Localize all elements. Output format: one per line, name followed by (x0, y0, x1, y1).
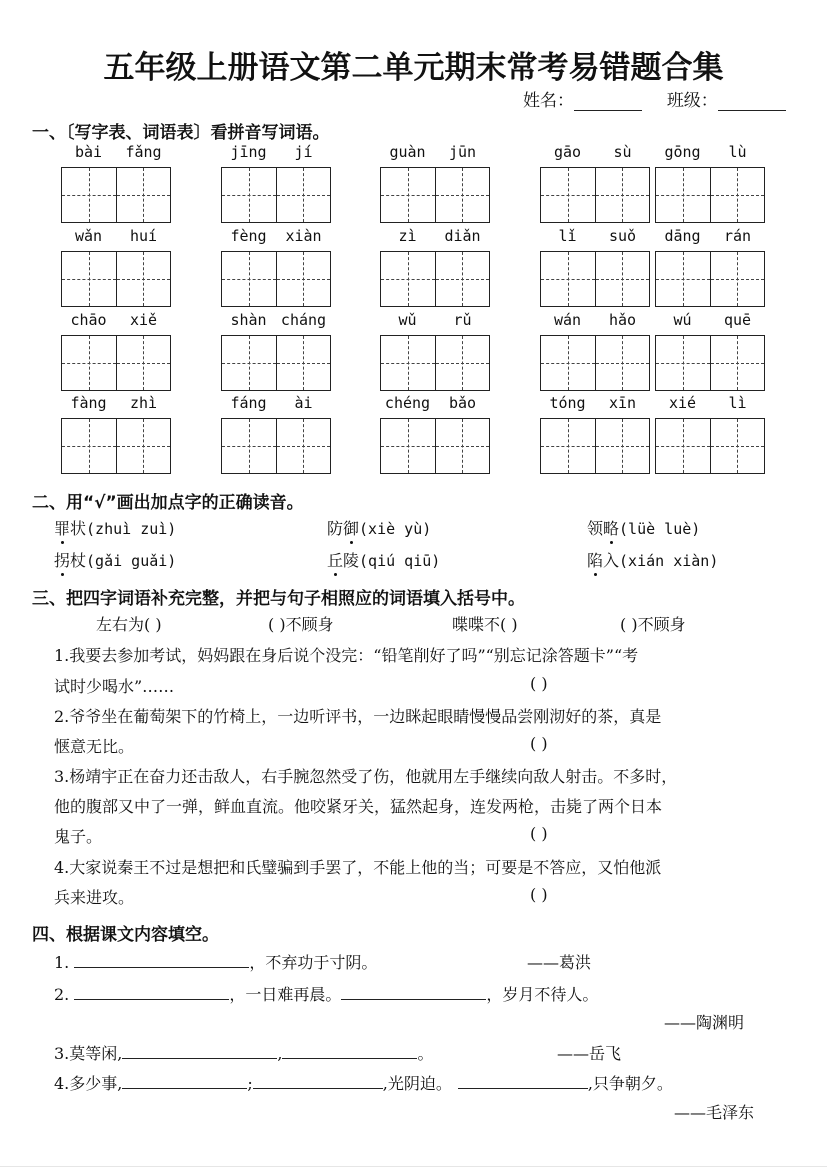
fill-q1 (54, 950, 377, 973)
q2-author: ——陶渊明 (664, 1013, 745, 1032)
q1-author: ——葛洪 (527, 953, 592, 972)
pinyin-label: dāng (664, 227, 701, 245)
pinyin-label: quē (723, 311, 752, 329)
pinyin-label: bài (74, 143, 103, 161)
writing-grid[interactable] (61, 251, 171, 307)
writing-grid[interactable] (380, 167, 490, 223)
pinyin-label: cháng (280, 311, 327, 329)
section4-heading: 四、根据课文内容填空。 (32, 925, 219, 945)
writing-cell[interactable] (710, 419, 765, 473)
pinyin-label: diǎn (444, 227, 481, 245)
pinyin-label: shàn (230, 311, 267, 329)
pinyin-label: xié (668, 394, 697, 412)
q2-text-b: ，岁月不待人。 (486, 985, 599, 1004)
word-char-2: 状 (70, 519, 87, 538)
idiom-2: ( )不顾身 (268, 615, 334, 634)
writing-grid[interactable] (655, 167, 765, 223)
writing-cell[interactable] (222, 419, 276, 473)
writing-cell[interactable] (541, 252, 595, 306)
q4-blank-3[interactable] (458, 1074, 588, 1089)
pinyin-label: jí (294, 143, 313, 161)
writing-cell[interactable] (595, 168, 650, 222)
fill-q4 (54, 1071, 673, 1094)
pinyin-label: huí (129, 227, 158, 245)
pinyin-label: suǒ (608, 227, 637, 245)
pinyin-label: zì (398, 227, 417, 245)
sentence-2-answer[interactable]: ( ) (530, 734, 548, 753)
q2-blank-2[interactable] (341, 985, 486, 1000)
writing-grid[interactable] (221, 251, 331, 307)
q2-number: 2. (54, 985, 70, 1004)
writing-cell[interactable] (116, 168, 171, 222)
writing-grid[interactable] (221, 167, 331, 223)
pronunciation-item (327, 548, 440, 571)
writing-cell[interactable] (541, 419, 595, 473)
sentence-1-answer[interactable]: ( ) (530, 674, 548, 693)
class-blank[interactable] (718, 94, 786, 111)
writing-cell[interactable] (276, 336, 331, 390)
section3-heading: 三、把四字词语补充完整，并把与句子相照应的词语填入括号中。 (32, 589, 525, 609)
q3-comma: , (277, 1044, 283, 1063)
pinyin-label: rán (723, 227, 752, 245)
pinyin-label: xiàn (285, 227, 322, 245)
pinyin-label: fàng (70, 394, 107, 412)
sentence-3-line2: 他的腹部又中了一弹，鲜血直流。他咬紧牙关，猛然起身，连发两枪，击毙了两个日本 (54, 797, 663, 816)
pinyin-label: wǎn (74, 227, 103, 245)
writing-cell[interactable] (595, 336, 650, 390)
writing-grid[interactable] (380, 335, 490, 391)
writing-cell[interactable] (116, 252, 171, 306)
name-field-group (523, 86, 786, 111)
sentence-2-line1: 2.爷爷坐在葡萄架下的竹椅上，一边听评书，一边眯起眼睛慢慢品尝刚沏好的茶，真是 (54, 707, 662, 726)
pinyin-label: bǎo (448, 394, 477, 412)
pinyin-label: tóng (549, 394, 586, 412)
pronunciation-item (327, 516, 431, 539)
writing-cell[interactable] (435, 252, 490, 306)
writing-grid[interactable] (540, 335, 650, 391)
writing-cell[interactable] (381, 419, 435, 473)
pinyin-label: gāo (553, 143, 582, 161)
word-char-2: 御 (343, 519, 360, 538)
writing-grid[interactable] (380, 251, 490, 307)
writing-grid[interactable] (540, 251, 650, 307)
writing-cell[interactable] (116, 419, 171, 473)
pinyin-label: fèng (230, 227, 267, 245)
q4-semicolon: ; (247, 1074, 253, 1093)
writing-grid[interactable] (221, 418, 331, 474)
class-label: 班级： (666, 91, 718, 111)
writing-cell[interactable] (435, 168, 490, 222)
pinyin-label: fǎng (125, 143, 162, 161)
pinyin-label: xīn (608, 394, 637, 412)
pinyin-options[interactable]: (xiè yù) (359, 520, 432, 538)
q3-blank-2[interactable] (282, 1044, 417, 1059)
q1-text: ，不弃功于寸阴。 (249, 953, 378, 972)
pinyin-options[interactable]: (qiú qiū) (359, 552, 441, 570)
section1-heading: 一、〔写字表、词语表〕看拼音写词语。 (32, 123, 330, 143)
q1-number: 1. (54, 953, 70, 972)
writing-cell[interactable] (656, 419, 710, 473)
writing-grid[interactable] (221, 335, 331, 391)
writing-grid[interactable] (61, 335, 171, 391)
q1-blank[interactable] (74, 953, 249, 968)
pinyin-options[interactable]: (zhuì zuì) (86, 520, 177, 538)
pinyin-label: rǔ (453, 311, 472, 329)
word-char-2: 略 (603, 519, 620, 538)
pinyin-label: fáng (230, 394, 267, 412)
pinyin-options[interactable]: (lüè luè) (619, 520, 701, 538)
q4-mid: ,光阴迫。 (382, 1074, 452, 1093)
pinyin-label: lǐ (558, 227, 577, 245)
writing-cell[interactable] (62, 252, 116, 306)
pinyin-label: lù (728, 143, 747, 161)
q4-end: ,只争朝夕。 (587, 1074, 673, 1093)
writing-cell[interactable] (116, 336, 171, 390)
writing-grid[interactable] (540, 418, 650, 474)
writing-cell[interactable] (541, 336, 595, 390)
fill-q2 (54, 982, 598, 1005)
sentence-1-line2: 试时少喝水”…… (54, 677, 175, 696)
writing-cell[interactable] (656, 252, 710, 306)
pinyin-label: hǎo (608, 311, 637, 329)
word-char-1: 丘 (327, 551, 344, 570)
pinyin-label: xiě (129, 311, 158, 329)
writing-cell[interactable] (435, 336, 490, 390)
page-bottom-rule (0, 1166, 827, 1167)
idiom-4: ( )不顾身 (620, 615, 686, 634)
sentence-3-line3: 鬼子。 (54, 827, 103, 846)
pronunciation-item (54, 516, 176, 539)
pinyin-label: wú (673, 311, 692, 329)
writing-cell[interactable] (595, 419, 650, 473)
word-char-1: 罪 (54, 519, 71, 538)
pinyin-label: jūn (448, 143, 477, 161)
sentence-4-answer[interactable]: ( ) (530, 885, 548, 904)
word-char-2: 入 (603, 551, 620, 570)
writing-cell[interactable] (710, 252, 765, 306)
writing-grid[interactable] (655, 251, 765, 307)
writing-cell[interactable] (656, 336, 710, 390)
q2-blank-1[interactable] (74, 985, 229, 1000)
sentence-1-line1: 1.我要去参加考试，妈妈跟在身后说个没完：“铅笔削好了吗”“别忘记涂答题卡”“考 (54, 646, 639, 665)
q2-text-a: ，一日难再晨。 (229, 985, 342, 1004)
pinyin-label: guàn (389, 143, 426, 161)
word-char-2: 陵 (343, 551, 360, 570)
pinyin-label: lì (728, 394, 747, 412)
pinyin-label: ài (294, 394, 313, 412)
q3-author: ——岳飞 (557, 1044, 622, 1063)
pronunciation-item (587, 516, 700, 539)
writing-cell[interactable] (276, 252, 331, 306)
pinyin-label: chāo (70, 311, 107, 329)
writing-cell[interactable] (541, 168, 595, 222)
pinyin-label: jīng (230, 143, 267, 161)
writing-cell[interactable] (595, 252, 650, 306)
writing-cell[interactable] (62, 168, 116, 222)
fill-q3 (54, 1041, 433, 1064)
writing-cell[interactable] (222, 336, 276, 390)
sentence-3-line1: 3.杨靖宇正在奋力还击敌人，右手腕忽然受了伤，他就用左手继续向敌人射击。不多时， (54, 767, 678, 786)
pinyin-label: zhì (129, 394, 158, 412)
writing-grid[interactable] (540, 167, 650, 223)
writing-cell[interactable] (381, 252, 435, 306)
q4-blank-2[interactable] (253, 1074, 383, 1089)
q4-author: ——毛泽东 (674, 1103, 755, 1122)
writing-grid[interactable] (61, 418, 171, 474)
name-label: 姓名： (523, 91, 574, 111)
writing-cell[interactable] (381, 168, 435, 222)
word-char-1: 领 (587, 519, 604, 538)
word-char-1: 防 (327, 519, 344, 538)
writing-grid[interactable] (655, 335, 765, 391)
writing-cell[interactable] (62, 336, 116, 390)
writing-cell[interactable] (276, 419, 331, 473)
writing-cell[interactable] (656, 168, 710, 222)
word-char-1: 拐 (54, 551, 71, 570)
page-title: 五年级上册语文第二单元期末常考易错题合集 (103, 50, 724, 86)
word-char-1: 陷 (587, 551, 604, 570)
idiom-3: 喋喋不( ) (452, 615, 518, 634)
pinyin-label: chéng (384, 394, 431, 412)
writing-grid[interactable] (61, 167, 171, 223)
writing-grid[interactable] (380, 418, 490, 474)
writing-grid[interactable] (655, 418, 765, 474)
name-blank[interactable] (574, 94, 642, 111)
writing-cell[interactable] (62, 419, 116, 473)
writing-cell[interactable] (222, 168, 276, 222)
writing-cell[interactable] (710, 168, 765, 222)
q3-end: 。 (417, 1044, 434, 1063)
pinyin-label: sù (613, 143, 632, 161)
word-char-2: 杖 (70, 551, 87, 570)
pronunciation-item (54, 548, 176, 571)
pinyin-options[interactable]: (gǎi guǎi) (86, 552, 177, 570)
writing-cell[interactable] (435, 419, 490, 473)
writing-cell[interactable] (222, 252, 276, 306)
writing-cell[interactable] (276, 168, 331, 222)
pronunciation-item (587, 548, 718, 571)
sentence-4-line1: 4.大家说秦王不过是想把和氏璧骗到手罢了，不能上他的当；可要是不答应，又怕他派 (54, 858, 662, 877)
pinyin-label: wǔ (398, 311, 417, 329)
sentence-4-line2: 兵来进攻。 (54, 888, 135, 907)
idiom-1: 左右为( ) (96, 615, 162, 634)
section2-heading: 二、用“√”画出加点字的正确读音。 (32, 493, 304, 513)
sentence-3-answer[interactable]: ( ) (530, 824, 548, 843)
q3-prefix: 3.莫等闲, (54, 1044, 123, 1063)
q3-blank-1[interactable] (122, 1044, 277, 1059)
pinyin-label: gōng (664, 143, 701, 161)
pinyin-options[interactable]: (xián xiàn) (619, 552, 719, 570)
q4-blank-1[interactable] (122, 1074, 247, 1089)
writing-cell[interactable] (710, 336, 765, 390)
pinyin-label: wán (553, 311, 582, 329)
q4-prefix: 4.多少事, (54, 1074, 123, 1093)
writing-cell[interactable] (381, 336, 435, 390)
sentence-2-line2: 惬意无比。 (54, 737, 135, 756)
